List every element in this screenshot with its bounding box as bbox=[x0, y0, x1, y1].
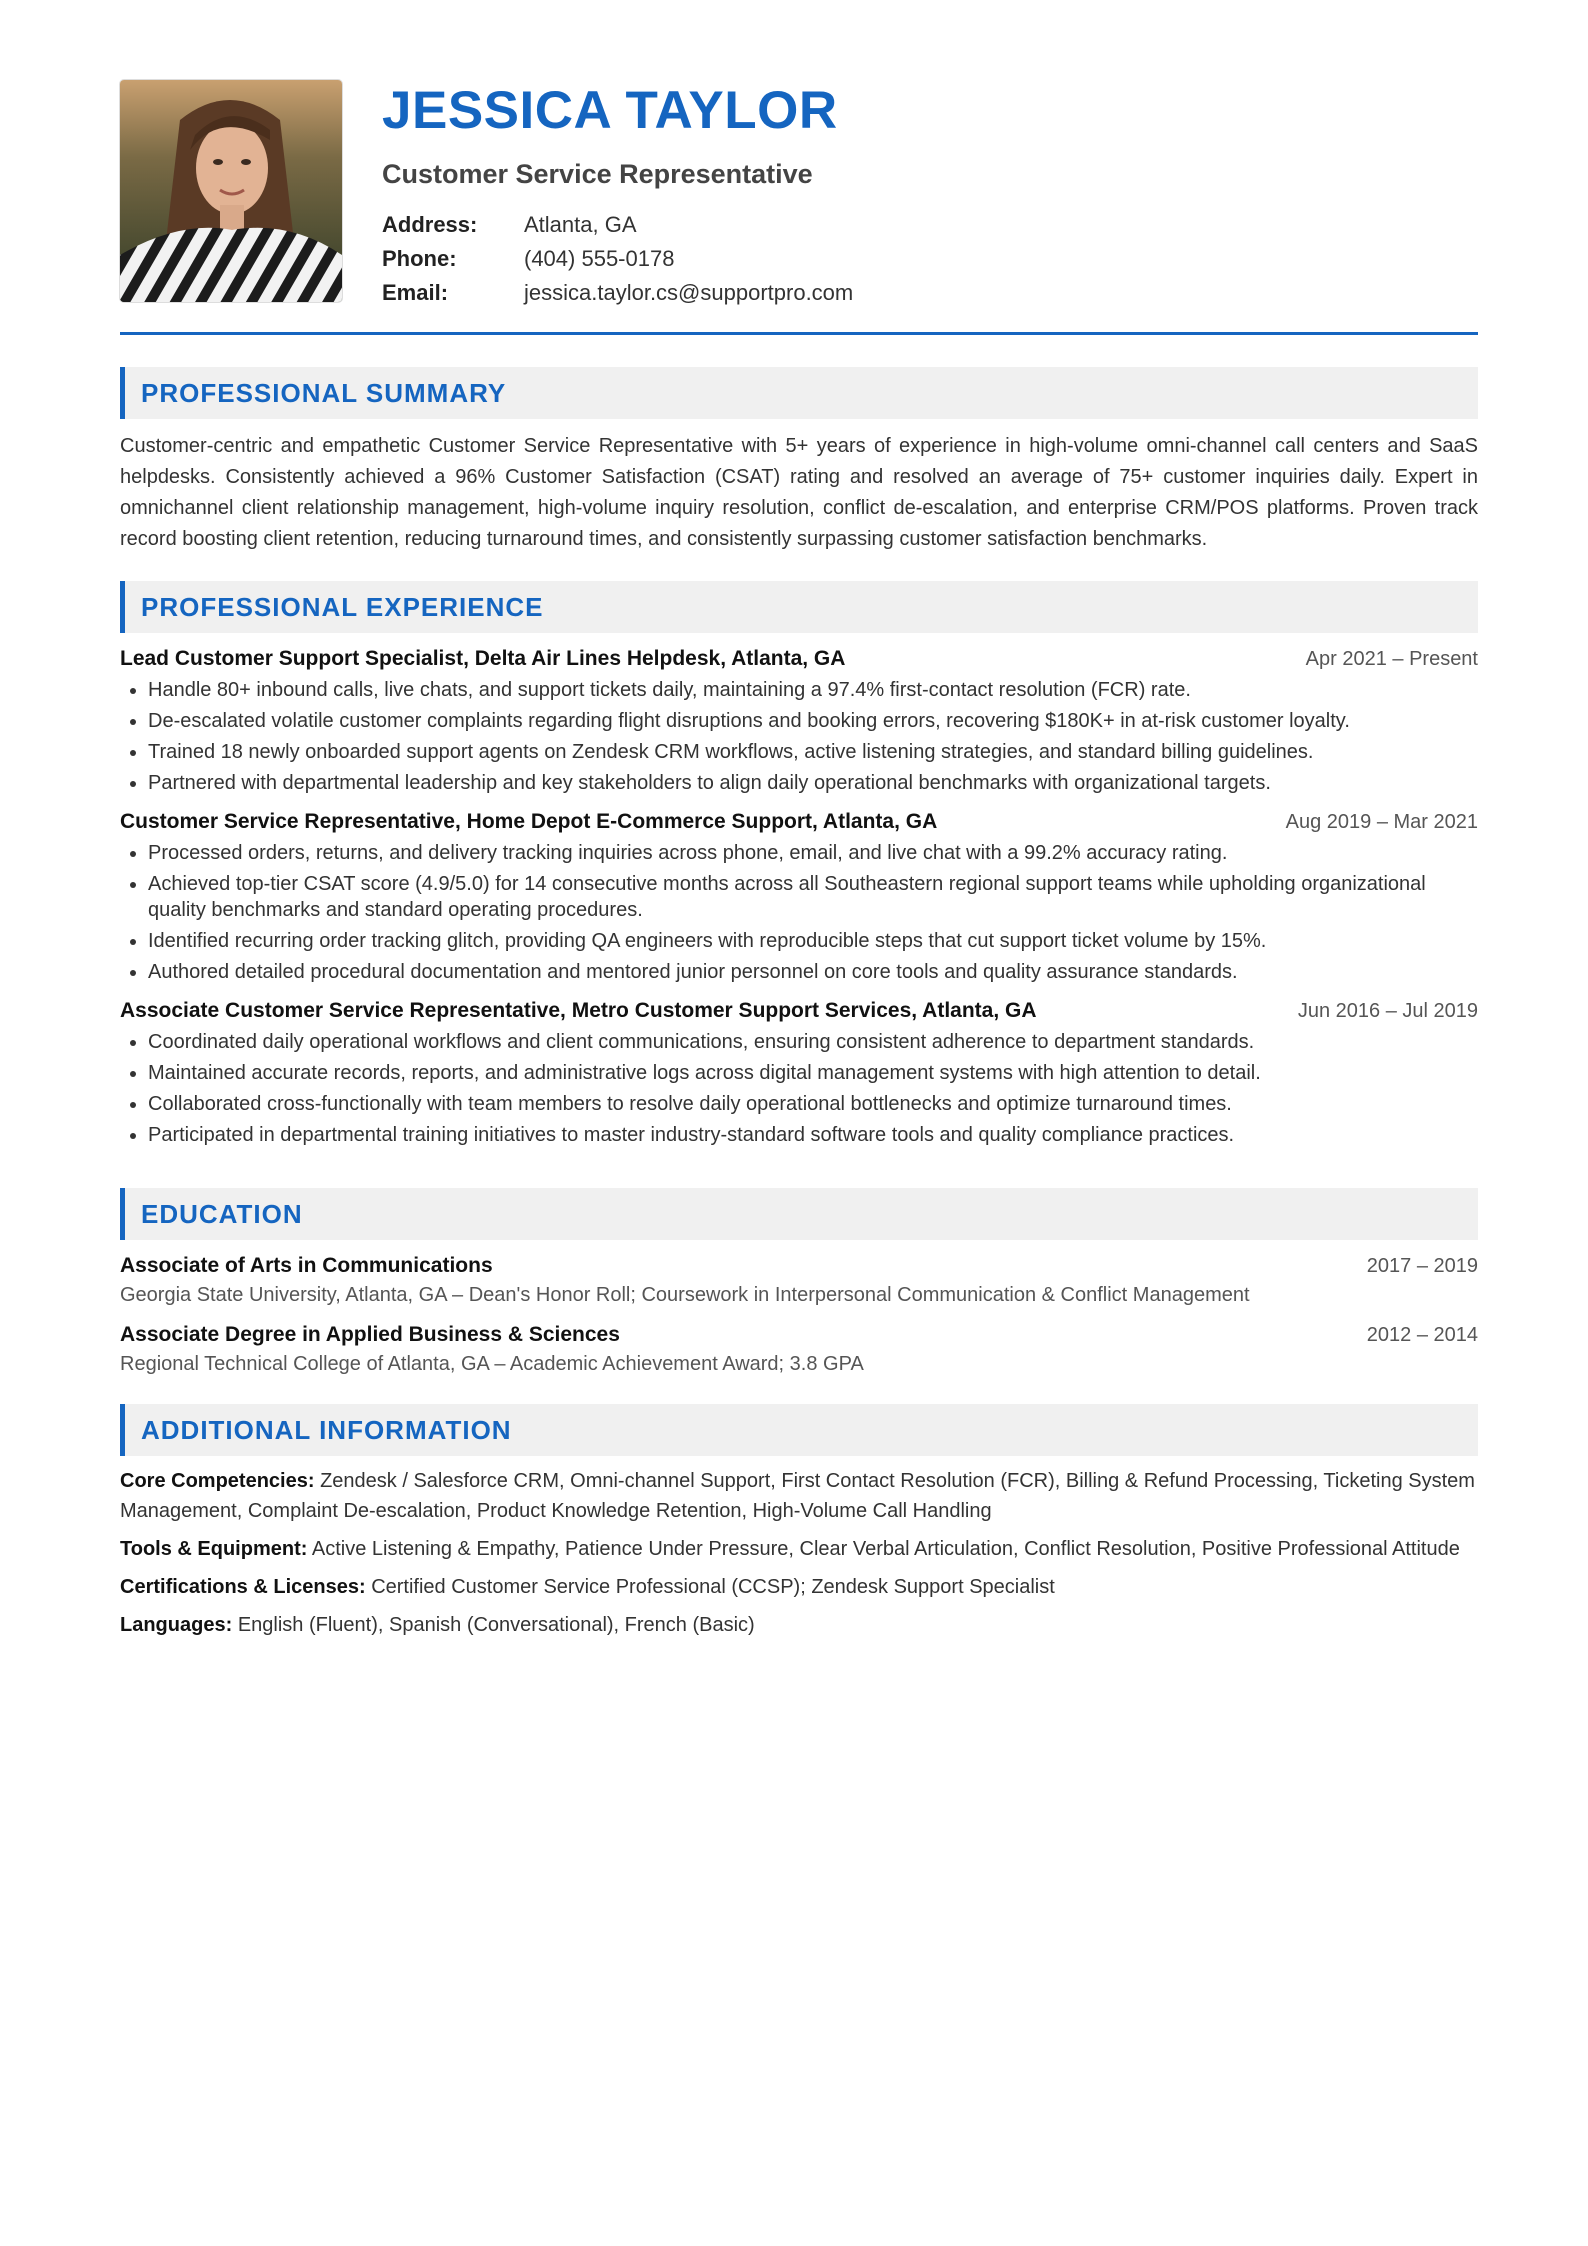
job-header bbox=[120, 647, 1478, 671]
contact-value: (404) 555-0178 bbox=[524, 246, 675, 271]
summary-text: Customer-centric and empathetic Customer Service Representative with 5+ years of experience in high-volume omni-channel call centers and SaaS helpdesks. Consistently achieved a 96% Customer Satisfaction (CSAT) rating and resolved an average of 75+ customer inquiries daily. Expert in omnichannel client relationship management, high-volume inquiry resolution, conflict de-escalation, and enterprise CRM/POS platforms. Proven track record boosting client retention, reducing turnaround times, and consistently surpassing customer satisfaction benchmarks. bbox=[120, 435, 1478, 550]
job-bullet: • Participated in departmental training initiatives to master industry-standard software tools and quality compliance practices. bbox=[148, 1122, 1478, 1148]
job-bullet: • Processed orders, returns, and delivery tracking inquiries across phone, email, and live chat with a 99.2% accuracy rating. bbox=[148, 840, 1478, 866]
education-degree: Associate Degree in Applied Business & Sciences bbox=[120, 1323, 620, 1346]
job-title: Customer Service Representative, Home Depot E-Commerce Support, Atlanta, GA bbox=[120, 810, 938, 833]
candidate-name: JESSICA TAYLOR bbox=[382, 81, 838, 140]
contact-email bbox=[382, 276, 853, 310]
job-bullets bbox=[120, 677, 1478, 796]
job-bullet: • Trained 18 newly onboarded support agents on Zendesk CRM workflows, active listening strategies, and standard billing guidelines. bbox=[148, 739, 1478, 765]
section-heading-experience: PROFESSIONAL EXPERIENCE bbox=[120, 581, 1478, 633]
contact-label: Phone: bbox=[382, 246, 457, 271]
info-text: Zendesk / Salesforce CRM, Omni-channel Support, First Contact Resolution (FCR), Billing & Refund Processing, Ticketing System Management, Complaint De-escalation, Product Knowledge Retention, High-Volume Call Handling bbox=[120, 1470, 1475, 1522]
info-label: Core Competencies: bbox=[120, 1470, 315, 1492]
job-bullet: • De-escalated volatile customer complaints regarding flight disruptions and booking errors, recovering $180K+ in at-risk customer loyalty. bbox=[148, 708, 1478, 734]
job-header bbox=[120, 810, 1478, 834]
section-heading-education: EDUCATION bbox=[120, 1188, 1478, 1240]
section-heading-summary: PROFESSIONAL SUMMARY bbox=[120, 367, 1478, 419]
candidate-title: Customer Service Representative bbox=[382, 159, 813, 189]
contact-info bbox=[382, 208, 853, 310]
info-label: Tools & Equipment: bbox=[120, 1538, 308, 1560]
job-entry bbox=[120, 999, 1478, 1148]
contact-label: Address: bbox=[382, 212, 478, 237]
job-header bbox=[120, 999, 1478, 1023]
job-bullet: • Handle 80+ inbound calls, live chats, and support tickets daily, maintaining a 97.4% first-contact resolution (FCR) rate. bbox=[148, 677, 1478, 703]
info-label: Certifications & Licenses: bbox=[120, 1576, 366, 1598]
contact-address bbox=[382, 208, 853, 242]
contact-value: jessica.taylor.cs@supportpro.com bbox=[524, 280, 854, 305]
education-years: 2012 – 2014 bbox=[1366, 1324, 1478, 1346]
job-bullet: • Maintained accurate records, reports, and administrative logs across digital management systems with high attention to detail. bbox=[148, 1060, 1478, 1086]
contact-label: Email: bbox=[382, 280, 449, 305]
education-header bbox=[120, 1323, 1478, 1347]
header-text bbox=[382, 80, 854, 305]
job-title: Associate Customer Service Representative, Metro Customer Support Services, Atlanta, GA bbox=[120, 999, 1037, 1022]
education-detail: Regional Technical College of Atlanta, GA – Academic Achievement Award; 3.8 GPA bbox=[120, 1353, 864, 1375]
job-entry bbox=[120, 647, 1478, 796]
job-bullet: • Authored detailed procedural documentation and mentored junior personnel on core tools and quality assurance standards. bbox=[148, 959, 1478, 985]
info-text: Certified Customer Service Professional (CCSP); Zendesk Support Specialist bbox=[371, 1576, 1055, 1598]
info-label: Languages: bbox=[120, 1614, 233, 1636]
education-entry bbox=[120, 1254, 1478, 1307]
education-detail: Georgia State University, Atlanta, GA – Dean's Honor Roll; Coursework in Interpersonal Communication & Conflict Management bbox=[120, 1284, 1250, 1306]
job-dates: Aug 2019 – Mar 2021 bbox=[1285, 811, 1478, 833]
education-entry bbox=[120, 1323, 1478, 1376]
job-bullets bbox=[120, 840, 1478, 985]
info-row-tools bbox=[120, 1534, 1478, 1564]
job-bullets bbox=[120, 1029, 1478, 1148]
job-title: Lead Customer Support Specialist, Delta Air Lines Helpdesk, Atlanta, GA bbox=[120, 647, 846, 670]
section-heading-additional: ADDITIONAL INFORMATION bbox=[120, 1404, 1478, 1456]
resume-header bbox=[120, 80, 1478, 305]
header-divider bbox=[120, 332, 1478, 335]
contact-value: Atlanta, GA bbox=[524, 212, 637, 237]
job-bullet: • Partnered with departmental leadership and key stakeholders to align daily operational benchmarks with organizational targets. bbox=[148, 770, 1478, 796]
job-dates: Apr 2021 – Present bbox=[1305, 648, 1478, 670]
additional-info bbox=[120, 1466, 1478, 1640]
job-bullet: • Coordinated daily operational workflows and client communications, ensuring consistent adherence to department standards. bbox=[148, 1029, 1478, 1055]
info-text: English (Fluent), Spanish (Conversational), French (Basic) bbox=[237, 1614, 755, 1636]
contact-phone bbox=[382, 242, 853, 276]
resume-content bbox=[120, 80, 1478, 1648]
info-row-competencies bbox=[120, 1466, 1478, 1526]
info-row-certifications bbox=[120, 1572, 1478, 1602]
info-text: Active Listening & Empathy, Patience Under Pressure, Clear Verbal Articulation, Conflict Resolution, Positive Professional Attitude bbox=[311, 1538, 1460, 1560]
job-bullet: • Collaborated cross-functionally with team members to resolve daily operational bottlenecks and optimize turnaround times. bbox=[148, 1091, 1478, 1117]
info-row-languages bbox=[120, 1610, 1478, 1640]
job-dates: Jun 2016 – Jul 2019 bbox=[1297, 1000, 1478, 1022]
profile-photo bbox=[120, 80, 342, 302]
education-header bbox=[120, 1254, 1478, 1278]
education-years: 2017 – 2019 bbox=[1366, 1255, 1478, 1277]
job-bullet: • Identified recurring order tracking glitch, providing QA engineers with reproducible steps that cut support ticket volume by 15%. bbox=[148, 928, 1478, 954]
education-degree: Associate of Arts in Communications bbox=[120, 1254, 493, 1277]
job-bullet: • Achieved top-tier CSAT score (4.9/5.0) for 14 consecutive months across all Southeastern regional support teams while upholding organizational quality benchmarks and standard operating procedures. bbox=[148, 871, 1478, 923]
job-entry bbox=[120, 810, 1478, 985]
